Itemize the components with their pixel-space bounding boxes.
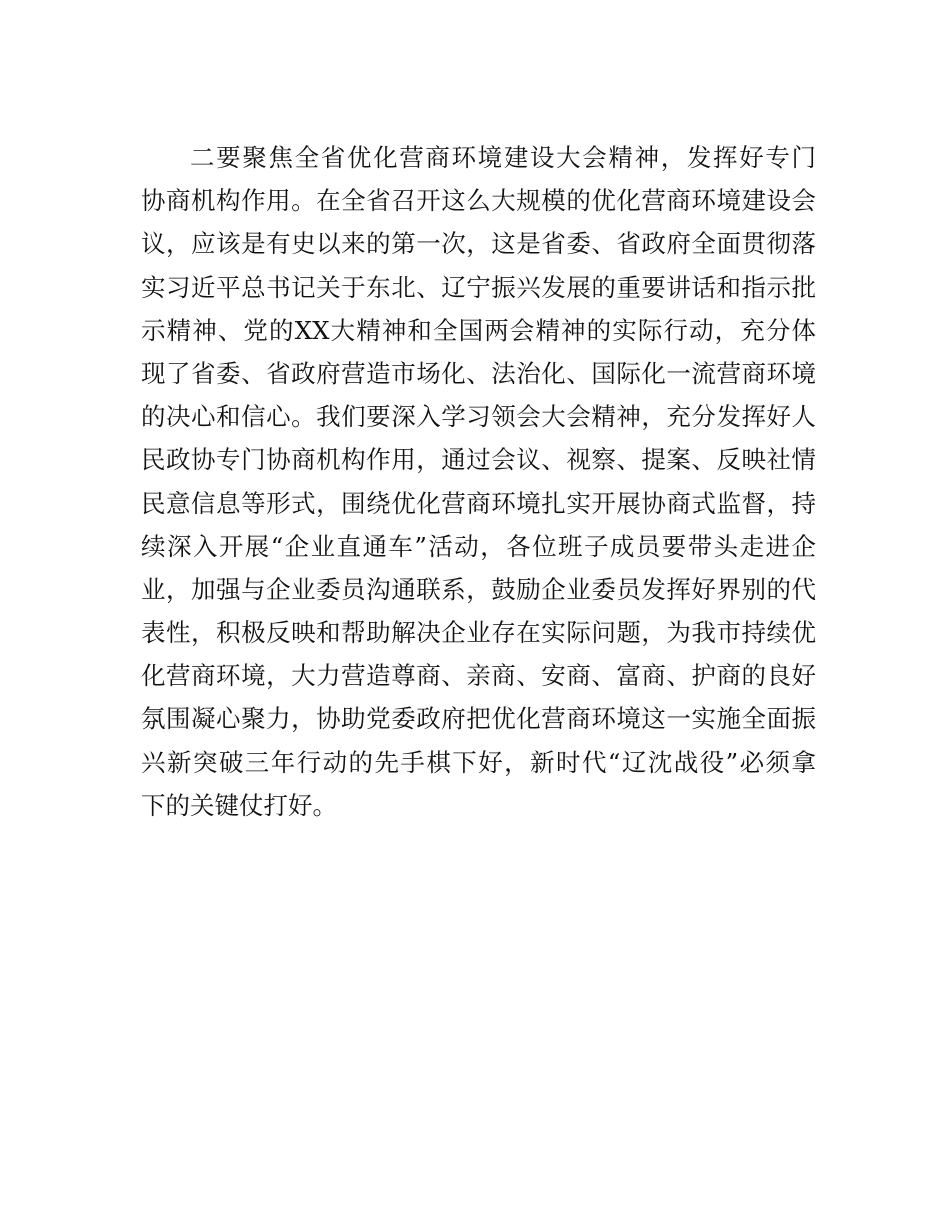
paragraph-line-11: 业，加强与企业委员沟通联系，鼓励企业委员发挥好界别的代 <box>141 574 816 604</box>
paragraph-line-5: 示精神、党的XX大精神和全国两会精神的实际行动，充分体 <box>141 315 816 345</box>
paragraph-line-3: 议，应该是有史以来的第一次，这是省委、省政府全面贯彻落 <box>141 229 816 259</box>
paragraph-line-12: 表性，积极反映和帮助解决企业存在实际问题，为我市持续优 <box>141 618 816 648</box>
paragraph-line-7: 的决心和信心。我们要深入学习领会大会精神，充分发挥好人 <box>141 402 816 432</box>
paragraph-line-1: 二要聚焦全省优化营商环境建设大会精神，发挥好专门 <box>190 143 816 172</box>
paragraph-line-6: 现了省委、省政府营造市场化、法治化、国际化一流营商环境 <box>141 358 816 388</box>
paragraph-line-15: 兴新突破三年行动的先手棋下好，新时代“辽沈战役”必须拿 <box>141 747 816 777</box>
paragraph-line-10: 续深入开展“企业直通车”活动，各位班子成员要带头走进企 <box>141 531 816 561</box>
paragraph-line-14: 氛围凝心聚力，协助党委政府把优化营商环境这一实施全面振 <box>141 704 816 734</box>
paragraph-line-9: 民意信息等形式，围绕优化营商环境扎实开展协商式监督，持 <box>141 488 816 518</box>
body-paragraph <box>141 136 816 827</box>
paragraph-line-8: 民政协专门协商机构作用，通过会议、视察、提案、反映社情 <box>141 445 816 475</box>
paragraph-line-4: 实习近平总书记关于东北、辽宁振兴发展的重要讲话和指示批 <box>141 272 816 302</box>
paragraph-line-2: 协商机构作用。在全省召开这么大规模的优化营商环境建设会 <box>141 186 816 216</box>
paragraph-line-16: 下的关键仗打好。 <box>141 790 337 820</box>
paragraph-line-13: 化营商环境，大力营造尊商、亲商、安商、富商、护商的良好 <box>141 661 816 691</box>
